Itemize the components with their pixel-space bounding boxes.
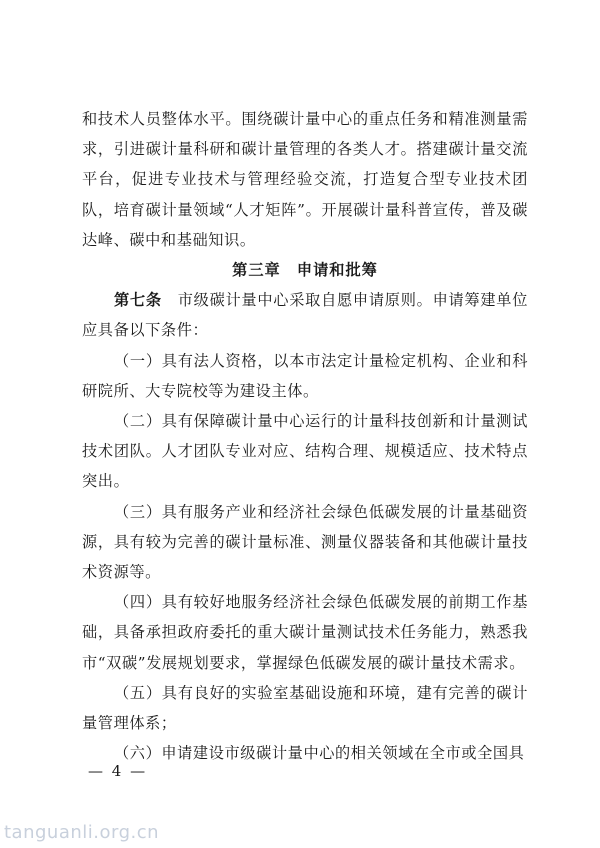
page-number: — 4 — bbox=[88, 762, 148, 780]
condition-item-3: （三）具有服务产业和经济社会绿色低碳发展的计量基础资源，具有较为完善的碳计量标准、测量仪器装备和其他碳计量技术资源等。 bbox=[82, 502, 528, 582]
condition-item-2: （二）具有保障碳计量中心运行的计量科技创新和计量测试技术团队。人才团队专业对应、结构合理、规模适应、技术特点突出。 bbox=[82, 412, 528, 491]
watermark-text: tanguanli.org.cn bbox=[4, 822, 160, 843]
chapter-heading: 第三章 申请和批筹 bbox=[232, 261, 378, 280]
condition-item-1: （一）具有法人资格，以本市法定计量检定机构、企业和科研院所、大专院校等为建设主体。 bbox=[82, 351, 528, 400]
article-7 bbox=[82, 285, 528, 345]
article-7-label: 第七条 bbox=[114, 291, 162, 310]
paragraph-continuation: 和技术人员整体水平。围绕碳计量中心的重点任务和精准测量需求，引进碳计量科研和碳计量管理的各类人才。搭建碳计量交流平台，促进专业技术与管理经验交流，打造复合型专业技术团队，培育碳计量领域“人才矩阵”。开展碳计量科普宣传，普及碳达峰、碳中和基础知识。 bbox=[82, 110, 528, 249]
document-body bbox=[82, 104, 528, 768]
condition-item-6: （六）申请建设市级碳计量中心的相关领域在全市或全国具 bbox=[114, 744, 525, 763]
article-7-text: 市级碳计量中心采取自愿申请原则。申请筹建单位应具备以下条件： bbox=[82, 291, 528, 340]
condition-item-4: （四）具有较好地服务经济社会绿色低碳发展的前期工作基础，具备承担政府委托的重大碳计量测试技术任务能力，熟悉我市“双碳”发展规划要求，掌握绿色低碳发展的碳计量技术需求。 bbox=[82, 593, 528, 672]
condition-item-5: （五）具有良好的实验室基础设施和环境，建有完善的碳计量管理体系； bbox=[82, 683, 528, 733]
